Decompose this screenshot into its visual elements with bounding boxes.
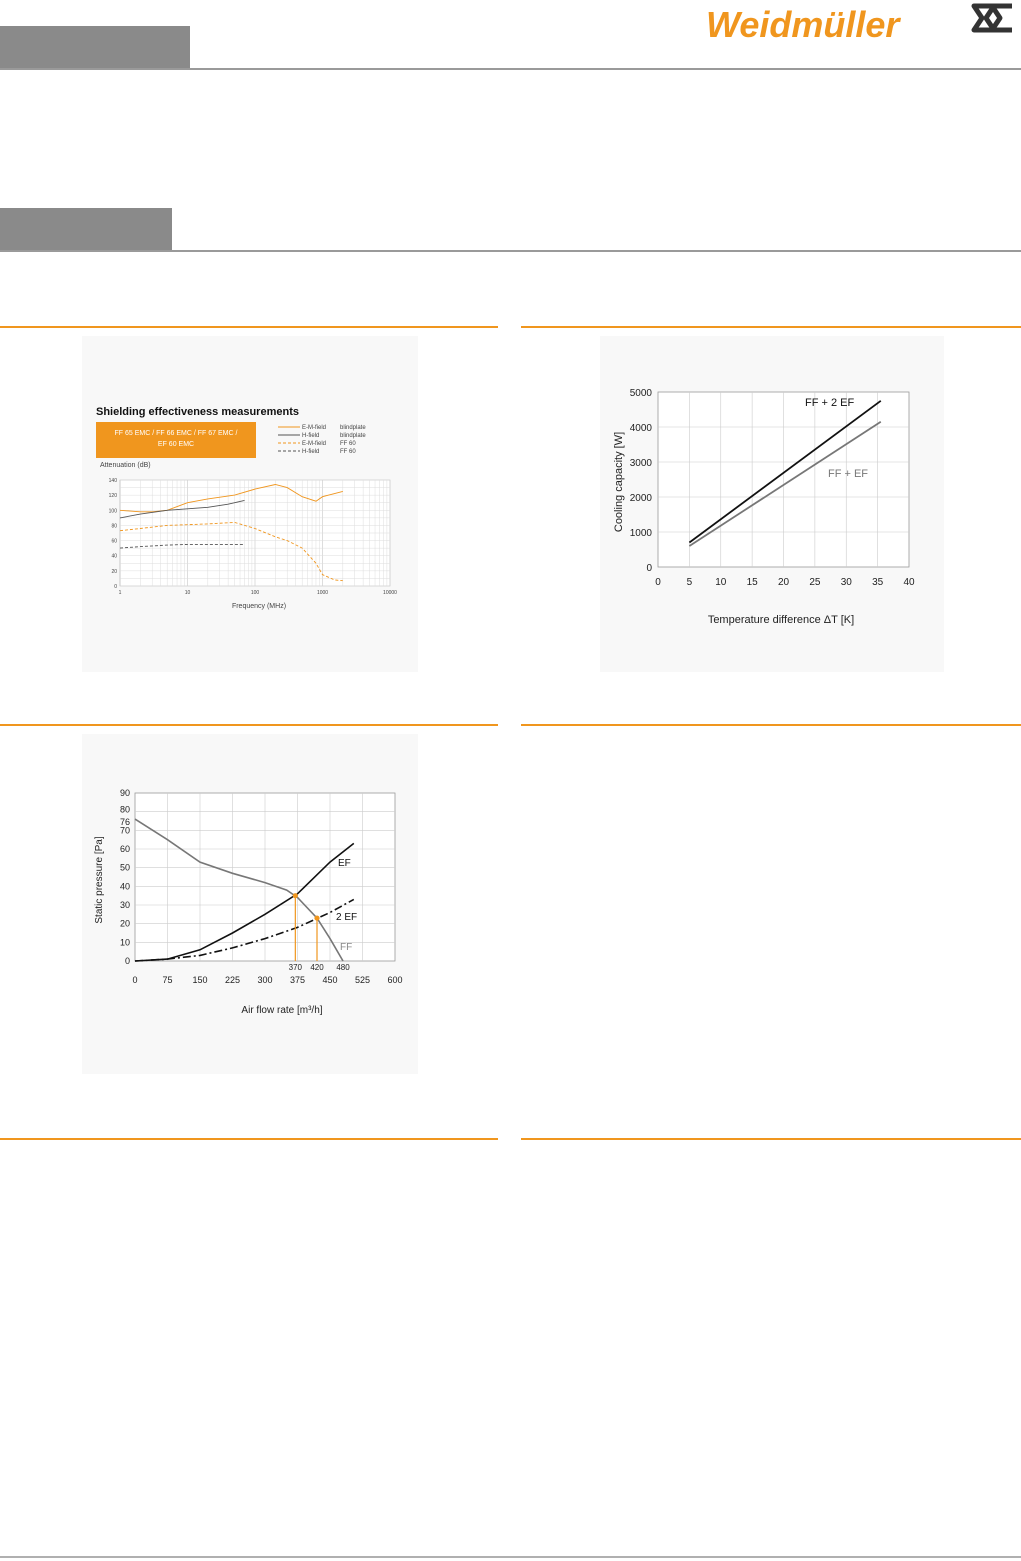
legend-em-ff60-desc: FF 60 [340,441,356,447]
header-tab-second [0,208,172,250]
cooling-xtick: 20 [777,577,790,588]
shielding-legend [278,425,366,455]
legend-h-ff60-desc: FF 60 [340,449,356,455]
shielding-xtick: 10 [184,590,191,596]
airflow-ytick: 0 [124,956,130,966]
airflow-chart [82,734,418,1074]
cooling-xtick: 10 [715,577,727,588]
cooling-ytick: 4000 [629,423,652,434]
legend-h-blind-field: H-field [302,433,320,439]
airflow-xlabel: Air flow rate [m³/h] [241,1005,323,1016]
airflow-xtick: 450 [322,975,338,985]
airflow-label-2ef: 2 EF [336,912,358,923]
shielding-ytick: 0 [114,584,117,590]
airflow-xtick: 375 [289,975,306,985]
shielding-ytick: 80 [111,523,117,530]
shielding-box-line1: FF 65 EMC / FF 66 EMC / FF 67 EMC / [114,430,238,437]
section-rule-right-2 [521,724,1021,726]
airflow-ytick: 76 [119,817,130,828]
cooling-label-ff2ef: FF + 2 EF [805,397,855,409]
footer-rule [0,1556,1021,1558]
shielding-chart-panel [82,336,418,672]
airflow-xtick: 150 [192,975,208,985]
cooling-xtick: 0 [655,577,661,588]
cooling-chart-panel [600,336,944,672]
section-rule-left-2 [0,724,498,726]
header-rule-second [0,250,1021,252]
cooling-xtick: 30 [840,577,852,588]
cooling-xtick: 35 [872,577,884,588]
shielding-product-box [96,422,256,458]
legend-h-blind-desc: blindplate [340,433,366,439]
shielding-box-line2: EF 60 EMC [157,441,195,448]
airflow-marker-label: 480 [336,963,350,972]
legend-em-ff60-field: E-M-field [302,441,327,447]
cooling-chart [600,336,944,672]
cooling-ytick: 0 [646,563,652,574]
shielding-xtick: 100 [250,590,260,596]
shielding-chart [82,336,418,672]
shielding-ylabel: Attenuation (dB) [100,462,151,469]
legend-em-blind-field: E-M-field [302,425,327,431]
legend-em-blind-desc: blindplate [340,425,366,431]
airflow-ytick: 10 [119,937,130,948]
airflow-chart-panel [82,734,418,1074]
shielding-xtick: 1000 [316,590,329,596]
airflow-marker-dot [314,915,319,920]
cooling-grid [658,392,909,567]
airflow-xtick: 600 [387,975,403,985]
airflow-grid [135,793,395,961]
shielding-xtick: 10000 [383,590,397,596]
section-rule-left-1 [0,326,498,328]
cooling-ytick: 5000 [629,388,652,399]
airflow-ylabel: Static pressure [Pa] [94,836,105,924]
cooling-xtick: 15 [746,577,758,588]
brand-logo [706,0,1016,44]
airflow-ytick: 60 [119,844,130,854]
airflow-ytick: 20 [119,918,130,929]
airflow-xtick: 225 [224,975,241,985]
shielding-xtick: 1 [118,590,122,596]
section-rule-right-3 [521,1138,1021,1140]
airflow-marker-label: 420 [310,963,324,972]
shielding-grid [120,480,390,586]
airflow-ytick: 70 [119,825,130,836]
airflow-label-ff: FF [340,942,353,953]
cooling-ytick: 2000 [629,493,652,504]
header-rule-top [0,68,1021,70]
shielding-title: Shielding effectiveness measurements [96,406,299,418]
shielding-ytick: 140 [108,478,117,484]
airflow-xtick: 300 [257,975,273,985]
header-tab-top [0,26,190,70]
airflow-ytick: 80 [119,804,130,815]
cooling-ytick: 1000 [629,528,652,539]
cooling-xlabel: Temperature difference ΔT [K] [707,614,855,626]
airflow-xtick: 0 [132,975,138,985]
airflow-ytick: 90 [119,788,130,798]
airflow-marker-label: 370 [288,963,303,972]
airflow-label-ef: EF [338,858,351,869]
shielding-ytick: 20 [111,568,117,575]
section-rule-right-1 [521,326,1021,328]
shielding-xlabel: Frequency (MHz) [231,603,287,610]
airflow-ytick: 40 [119,881,130,892]
cooling-xtick: 25 [809,577,821,588]
weidmuller-logo-icon [974,6,1012,30]
airflow-ytick: 50 [119,862,130,873]
shielding-ytick: 60 [111,538,117,545]
cooling-label-ffef: FF + EF [828,468,869,480]
airflow-xtick: 525 [354,975,371,985]
cooling-ytick: 3000 [629,458,652,469]
shielding-ytick: 40 [111,553,117,560]
shielding-ytick: 100 [108,508,117,515]
shielding-ytick: 120 [108,493,117,500]
legend-h-ff60-field: H-field [302,449,320,455]
airflow-marker-dot [293,893,298,898]
cooling-xtick: 40 [903,577,915,588]
cooling-xtick: 5 [686,577,693,588]
brand-name: Weidmüller [706,4,900,44]
airflow-ytick: 30 [119,900,130,910]
cooling-ylabel: Cooling capacity [W] [613,431,625,533]
airflow-xtick: 75 [162,975,173,985]
section-rule-left-3 [0,1138,498,1140]
